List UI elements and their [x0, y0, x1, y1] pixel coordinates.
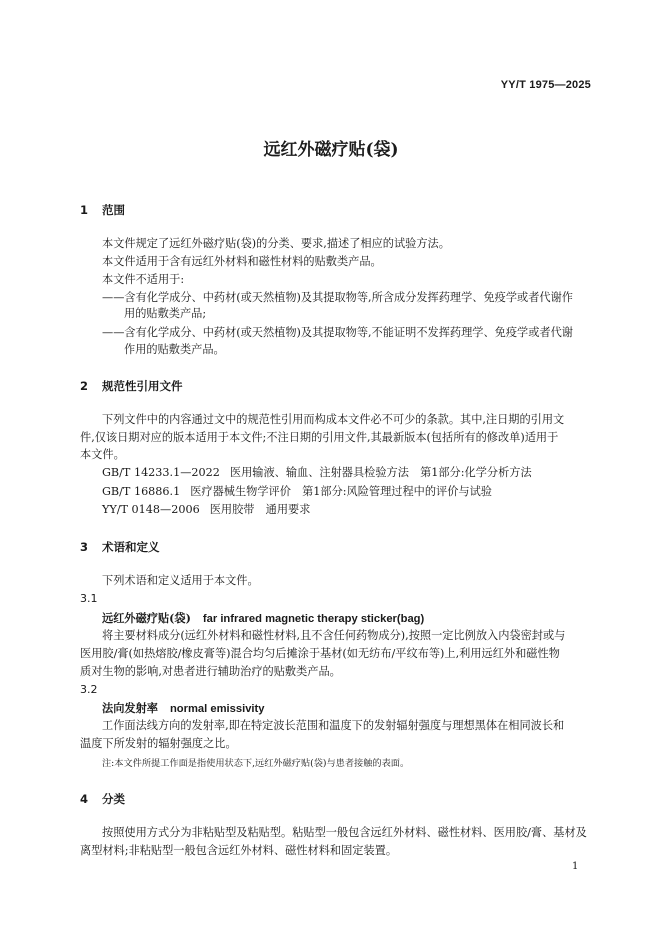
paragraph-line: 件,仅该日期对应的版本适用于本文件;不注日期的引用文件,其最新版本(包括所有的修改单)适用于	[80, 431, 559, 444]
list-item-line: 用的贴敷类产品;	[124, 307, 207, 320]
section-heading-terms-definitions	[80, 539, 160, 555]
reference-code: YY/T 0148—2006	[102, 503, 200, 516]
reference-item	[102, 484, 492, 499]
standard-code: YY/T 1975—2025	[500, 79, 591, 91]
paragraph-line: 工作面法线方向的发射率,即在特定波长范围和温度下的发射辐射强度与理想黑体在相同波长和	[102, 719, 565, 732]
section-title: 规范性引用文件	[102, 379, 183, 393]
paragraph-line: 按照使用方式分为非粘贴型及粘贴型。粘贴型一般包含远红外材料、磁性材料、医用胶/膏、基材及	[102, 826, 587, 839]
reference-code: GB/T 14233.1—2022	[102, 466, 220, 479]
term-title-zh: 远红外磁疗贴(袋)	[102, 611, 191, 625]
term-title	[102, 700, 264, 716]
reference-item	[102, 465, 532, 480]
section-title: 术语和定义	[102, 540, 160, 554]
section-heading-normative-references	[80, 378, 183, 394]
term-number: 3.2	[80, 683, 98, 696]
paragraph: 本文件不适用于:	[102, 273, 185, 286]
section-heading-scope	[80, 202, 125, 218]
paragraph-line: 下列文件中的内容通过文中的规范性引用而构成本文件必不可少的条款。其中,注日期的引用文	[102, 413, 565, 426]
document-title: 远红外磁疗贴(袋)	[263, 140, 399, 160]
section-title: 范围	[102, 203, 125, 217]
paragraph: 本文件适用于含有远红外材料和磁性材料的贴敷类产品。	[102, 255, 382, 268]
reference-item	[102, 502, 310, 517]
list-item-line: ——含有化学成分、中药材(或天然植物)及其提取物等,不能证明不发挥药理学、免疫学或者代谢	[102, 326, 573, 339]
paragraph-line: 离型材料;非粘贴型一般包含远红外材料、磁性材料和固定装置。	[80, 844, 398, 857]
section-heading-classification	[80, 791, 125, 807]
term-title-zh: 法向发射率	[102, 701, 158, 715]
paragraph: 下列术语和定义适用于本文件。	[102, 574, 259, 587]
term-title-en: normal emissivity	[169, 703, 265, 715]
reference-title: 医用输液、输血、注射器具检验方法 第1部分:化学分析方法	[229, 466, 532, 479]
reference-title: 医疗器械生物学评价 第1部分:风险管理过程中的评价与试验	[190, 485, 492, 498]
note: 注:本文件所提工作面是指使用状态下,远红外磁疗贴(袋)与患者接触的表面。	[102, 758, 410, 769]
paragraph-line: 温度下所发射的辐射强度之比。	[80, 737, 237, 750]
term-title	[102, 610, 424, 626]
page-number: 1	[572, 861, 579, 872]
section-number: 1	[80, 203, 89, 217]
reference-code: GB/T 16886.1	[102, 485, 181, 498]
term-title-en: far infrared magnetic therapy sticker(bag)	[202, 613, 425, 625]
section-number: 3	[80, 540, 89, 554]
list-item-line: 作用的贴敷类产品。	[124, 343, 225, 356]
section-number: 2	[80, 379, 89, 393]
paragraph-line: 本文件。	[80, 448, 125, 461]
term-number: 3.1	[80, 592, 98, 605]
section-number: 4	[80, 792, 89, 806]
section-title: 分类	[102, 792, 125, 806]
paragraph-line: 质对生物的影响,对患者进行辅助治疗的贴敷类产品。	[80, 665, 341, 678]
paragraph: 本文件规定了远红外磁疗贴(袋)的分类、要求,描述了相应的试验方法。	[102, 237, 450, 250]
paragraph-line: 医用胶/膏(如热熔胶/橡皮膏等)混合均匀后摊涂于基材(如无纺布/平纹布等)上,利用远红外和磁性物	[80, 647, 560, 660]
reference-title: 医用胶带 通用要求	[209, 503, 311, 516]
list-item-line: ——含有化学成分、中药材(或天然植物)及其提取物等,所含成分发挥药理学、免疫学或者代谢作	[102, 291, 573, 304]
paragraph-line: 将主要材料成分(远红外材料和磁性材料,且不含任何药物成分),按照一定比例放入内袋密封或与	[102, 629, 566, 642]
